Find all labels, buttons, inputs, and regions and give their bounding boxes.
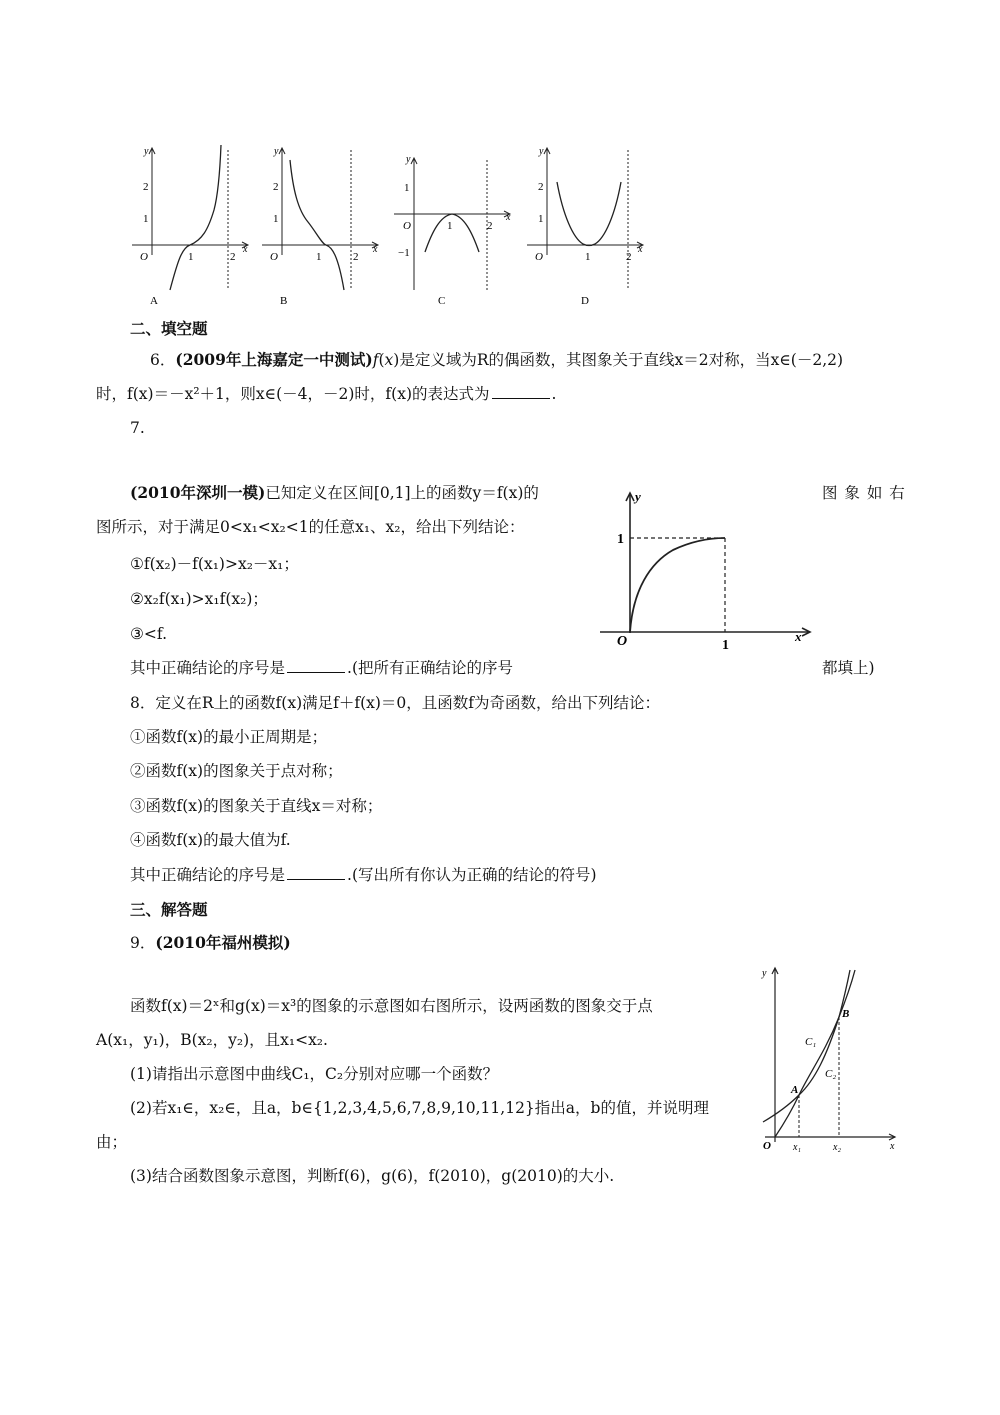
x-axis-label: x — [243, 244, 248, 255]
choice-label: C — [438, 295, 446, 307]
question-7-graph — [595, 485, 820, 660]
question-text: 其中正确结论的序号是 — [130, 659, 286, 677]
y-axis-label: y — [144, 146, 149, 157]
x-tick-label: 1 — [188, 251, 194, 263]
conclusion-1: ①f(x₂)－f(x₁)>x₂－x₁； — [130, 555, 299, 573]
question-text: . — [551, 385, 557, 403]
choice-graph-c — [392, 140, 522, 310]
question-text: 其中正确结论的序号是 — [130, 866, 286, 884]
y-tick-label: 1 — [617, 532, 624, 547]
y-tick-label: 1 — [273, 213, 279, 225]
y-tick-label: 1 — [143, 213, 149, 225]
question-6-line-1: 6．(2009年上海嘉定一中测试)f(x)是定义域为R的偶函数，其图象关于直线x＝2对称，当x∈(－2,2) — [150, 350, 844, 369]
question-text: 已知定义在区间[0,1]上的函数y＝f(x)的 — [265, 484, 539, 502]
question-text: 都填上) — [822, 659, 875, 677]
origin-label: O — [535, 251, 543, 263]
curve-c1-label: C₁ — [805, 1036, 817, 1048]
conclusion-2: ②函数f(x)的图象关于点对称； — [130, 762, 343, 780]
answer-blank — [492, 384, 550, 399]
question-7-line-1 — [130, 482, 539, 504]
choice-graph-a — [130, 140, 260, 310]
question-text: .(写出所有你认为正确的结论的符号) — [347, 866, 597, 884]
point-b-label: B — [842, 1008, 850, 1020]
question-9-header — [130, 932, 291, 954]
choice-label: D — [581, 295, 589, 307]
origin-label: O — [617, 634, 628, 649]
sub-question-2: (2)若x₁∈，x₂∈，且a，b∈{1,2,3,4,5,6,7,8,9,10,11,12}指出a，b的值，并说明理 — [130, 1099, 709, 1117]
choice-graph-d — [525, 140, 655, 310]
y-tick-label: −1 — [398, 247, 410, 259]
question-8-answer-line — [130, 864, 597, 886]
section-heading: 二、填空题 — [130, 319, 208, 338]
x-tick-label: 2 — [626, 251, 632, 263]
question-text: 函数f(x)＝2ˣ和g(x)＝x³的图象的示意图如右图所示，设两函数的图象交于点 — [130, 997, 653, 1015]
y-tick-label: 2 — [143, 181, 149, 193]
curve-c2-label: C₂ — [825, 1068, 837, 1080]
question-text: .(把所有正确结论的序号 — [347, 659, 513, 677]
answer-blank — [287, 658, 345, 673]
x-tick-label: 2 — [353, 251, 359, 263]
question-text: 图所示，对于满足0<x₁<x₂<1的任意x₁、x₂，给出下列结论： — [96, 518, 525, 536]
question-source: (2010年福州模拟) — [155, 933, 291, 952]
sub-question-3: (3)结合函数图象示意图，判断f(6)，g(6)，f(2010)，g(2010)的大小. — [130, 1167, 615, 1185]
x2-label: x₂ — [833, 1142, 841, 1153]
question-text: A(x₁，y₁)，B(x₂，y₂)，且x₁<x₂. — [96, 1031, 328, 1049]
x-tick-label: 2 — [487, 220, 493, 232]
y-axis-label: y — [274, 146, 279, 157]
choice-graph-b — [260, 140, 390, 310]
y-axis-label: y — [762, 968, 767, 979]
x-axis-label: x — [373, 244, 378, 255]
question-6-line-2 — [96, 383, 556, 405]
question-8-line-1 — [130, 692, 660, 714]
conclusion-2: ②x₂f(x₁)>x₁f(x₂)； — [130, 590, 268, 608]
question-text: 定义在R上的函数f(x)满足f＋f(x)＝0，且函数f为奇函数，给出下列结论： — [155, 694, 661, 712]
origin-label: O — [763, 1140, 771, 1152]
origin-label: O — [140, 251, 148, 263]
question-text: 图 象 如 右 — [822, 484, 906, 502]
point-a-label: A — [791, 1084, 799, 1096]
question-number: 6． — [150, 351, 176, 369]
conclusion-1: ①函数f(x)的最小正周期是； — [130, 728, 328, 746]
y-tick-label: 1 — [538, 213, 544, 225]
question-7-answer-line — [130, 657, 513, 679]
question-9-graph — [755, 960, 905, 1160]
conclusion-4: ④函数f(x)的最大值为f. — [130, 831, 291, 849]
x1-label: x₁ — [793, 1142, 801, 1153]
y-axis-label: y — [635, 489, 641, 504]
x-tick-label: 1 — [722, 638, 729, 653]
conclusion-3: ③<f. — [130, 625, 167, 643]
question-text: 时，f(x)＝－x²＋1，则x∈(－4，－2)时，f(x)的表达式为 — [96, 385, 490, 403]
x-axis-label: x — [795, 629, 802, 644]
function-symbol: f — [372, 351, 379, 369]
origin-label: O — [403, 220, 411, 232]
y-axis-label: y — [406, 154, 411, 165]
question-number: 9． — [130, 934, 156, 952]
x-axis-label: x — [506, 212, 511, 223]
question-source: (2009年上海嘉定一中测试) — [175, 350, 373, 369]
y-tick-label: 2 — [538, 181, 544, 193]
conclusion-3: ③函数f(x)的图象关于直线x＝对称； — [130, 797, 383, 815]
x-axis-label: x — [638, 244, 643, 255]
y-tick-label: 2 — [273, 181, 279, 193]
choice-label: A — [150, 295, 158, 307]
origin-label: O — [270, 251, 278, 263]
sub-question-2-cont: 由； — [96, 1133, 128, 1151]
x-tick-label: 1 — [316, 251, 322, 263]
question-source: (2010年深圳一模) — [130, 483, 266, 502]
question-text: 是定义域为R的偶函数，其图象关于直线x＝2对称，当x∈(－2,2) — [399, 351, 844, 369]
answer-blank — [287, 865, 345, 880]
y-tick-label: 1 — [404, 182, 410, 194]
x-tick-label: 1 — [585, 251, 591, 263]
x-axis-label: x — [890, 1141, 895, 1152]
y-axis-label: y — [539, 146, 544, 157]
choice-label: B — [280, 295, 288, 307]
question-number: 8． — [130, 694, 156, 712]
sub-question-1: (1)请指出示意图中曲线C₁，C₂分别对应哪一个函数？ — [130, 1065, 499, 1083]
section-heading: 三、解答题 — [130, 900, 208, 919]
x-tick-label: 1 — [447, 220, 453, 232]
x-tick-label: 2 — [230, 251, 236, 263]
question-number: 7. — [130, 419, 145, 437]
